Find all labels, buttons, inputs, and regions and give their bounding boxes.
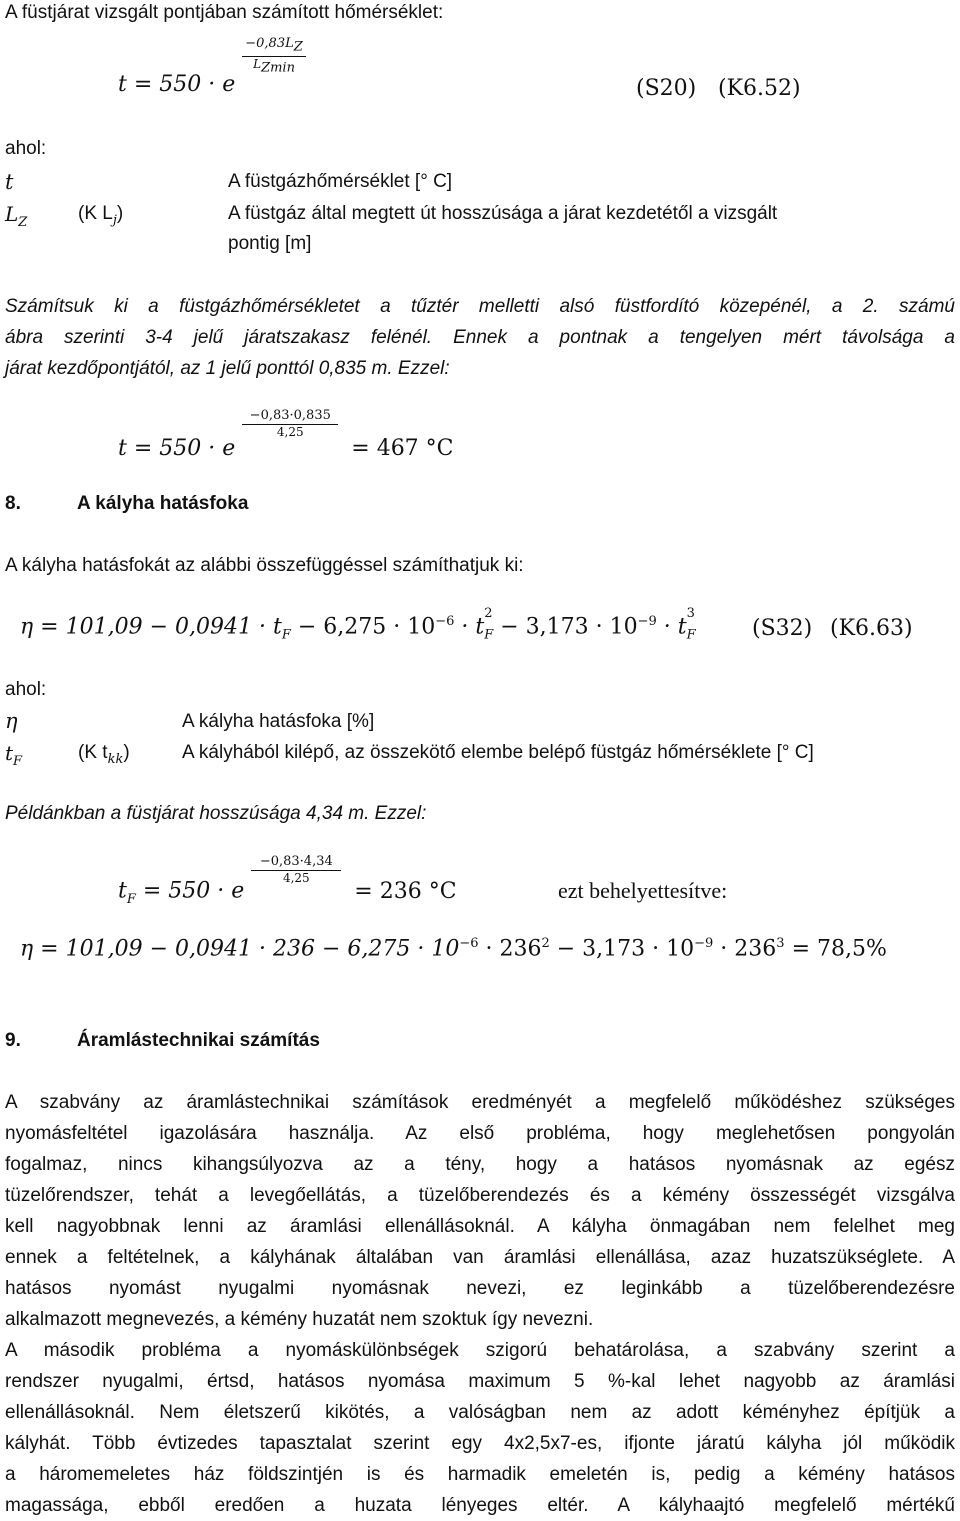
- eq4-rhs: = 236 °C: [354, 878, 457, 904]
- def1-symbol-t: t: [5, 170, 14, 194]
- example1-paragraph: Számítsuk ki a füstgázhőmérsékletet a tűztér melletti alsó füstfordító közepénél, a 2. számú ábra szerinti 3-4 jelű járatszakasz felénél. Ennek a pontnak a tengelyen mért távolsága a járat kezdőpontjától, az 1 jelű ponttól 0,835 m. Ezzel:: [5, 296, 955, 379]
- eq2-rhs: = 467 °C: [351, 436, 454, 461]
- eq1-exponent: [242, 36, 306, 75]
- section-8-title: A kályha hatásfoka: [77, 493, 249, 514]
- eq1-tag-k652: (K6.52): [718, 76, 801, 101]
- eq4-note: ezt behelyettesítve:: [558, 878, 728, 903]
- def1-alt-lj: (K $L_j$): [78, 203, 124, 228]
- where-label-1: ahol:: [5, 138, 47, 159]
- eq3-tag-s32: (S32): [752, 616, 813, 641]
- para9-line-1: A szabvány az áramlástechnikai számítások eredményét a megfelelő működéshez szükséges: [5, 1092, 955, 1113]
- eq4-den: 4,25: [282, 871, 310, 885]
- eq4-num: −0,83·4,34: [251, 854, 341, 871]
- eq1-den-sub: Zmin: [261, 59, 295, 75]
- equation-s32: $\eta = 101,09 - 0,0941 \cdot t_F - 6,275 \cdot 10^{-6} \cdot t$ 2 $_F - 3,173 \cdot 10^{-9} \cdot t$ 3 $_F$: [20, 606, 696, 643]
- para9-line-5: kell nagyobbnak lenni az áramlási ellenállásoknál. A kályha önmagában nem felelhet meg: [5, 1216, 955, 1237]
- equation-eta-result: $\eta = 101,09 - 0,0941 \cdot 236 - 6,275 \cdot 10^{-6} \cdot 236^2 - 3,173 \cdot 10^{-9} \cdot 236^3 = 78,5\%$: [20, 936, 887, 962]
- para9-line-8: alkalmazott megnevezés, a kémény huzatát nem szoktuk így nevezni.: [5, 1309, 594, 1330]
- para9-line-3: fogalmaz, nincs kihangsúlyozva az a tény, hogy a hatásos nyomásnak az egész: [5, 1154, 955, 1175]
- para9-line-14: magassága, ebből eredően a huzata lényeges eltér. A kályhaajtó megfelelő mértékű: [5, 1495, 955, 1516]
- def1-desc-t: A füstgázhőmérséklet [° C]: [228, 171, 453, 192]
- para9-line-6: ennek a feltételnek, a kályhának általában van áramlási ellenállása, azaz huzatszükséglete. A: [5, 1247, 955, 1268]
- equation-t-467: t = 550 · e $\frac{-0,83\cdot 0,835}{4,25}$ = 467 °C: [118, 408, 454, 461]
- eq1-tag-s20: (S20): [636, 76, 697, 101]
- para9-line-13: a háromemeletes ház földszintjén is és harmadik emeletén is, pedig a kémény hatásos: [5, 1464, 955, 1485]
- equation-tf-236: $t_F = 550 \cdot e$ $\frac{-0,83\cdot 4,34}{4,25}$ = 236 °C: [118, 854, 457, 907]
- eq3-tag-k663: (K6.63): [830, 616, 913, 641]
- para9-line-11: ellenállásoknál. Nem életszerű kikötés, a valóságban nem az adott kéményhez építjük a: [5, 1402, 955, 1423]
- eq1-lhs: t = 550 · e: [118, 71, 236, 97]
- para9-line-2: nyomásfeltétel igazolására használja. Az első probléma, hogy meglehetősen pongyolán: [5, 1123, 955, 1144]
- para9-line-4: tüzelőrendszer, tehát a levegőellátás, a tüzelőberendezés és a kémény összességét vizsgálva: [5, 1185, 955, 1206]
- def2-symbol-tf: $t_F$: [5, 741, 23, 769]
- eq1-num-sub: Z: [293, 39, 303, 55]
- intro-text: A füstjárat vizsgált pontjában számított hőmérséklet:: [5, 2, 444, 23]
- def1-desc-lz-2: pontig [m]: [228, 233, 312, 254]
- section-9-number: 9.: [5, 1030, 21, 1051]
- para9-line-7: hatásos nyomást nyugalmi nyomásnak nevezi, ez leginkább a tüzelőberendezésre: [5, 1278, 955, 1299]
- eq1-num: −0,83L: [245, 36, 294, 51]
- where-label-2: ahol:: [5, 679, 47, 700]
- example2-text: Példánkban a füstjárat hosszúsága 4,34 m. Ezzel:: [5, 803, 427, 824]
- para9-line-12: kályhát. Több évtizedes tapasztalat szerint egy 4x2,5x7-es, ifjonte járatú kályha jól működik: [5, 1433, 955, 1454]
- eq2-num: −0,83·0,835: [242, 408, 338, 425]
- def2-desc-eta: A kályha hatásfoka [%]: [182, 711, 375, 732]
- section-8-number: 8.: [5, 493, 21, 514]
- para9-line-10: rendszer nyugalmi, értsd, hatásos nyomása maximum 5 %-kal lehet nagyobb az áramlási: [5, 1371, 955, 1392]
- section-8-intro: A kályha hatásfokát az alábbi összefüggéssel számíthatjuk ki:: [5, 555, 524, 576]
- para9-line-9: A második probléma a nyomáskülönbségek szigorú behatárolása, a szabvány szerint a: [5, 1340, 955, 1361]
- eq1-den: L: [253, 56, 262, 71]
- def2-desc-tf: A kályhából kilépő, az összekötő elembe belépő füstgáz hőmérséklete [° C]: [182, 742, 814, 763]
- def1-desc-lz-1: A füstgáz által megtett út hosszúsága a járat kezdetétől a vizsgált: [228, 203, 778, 224]
- section-9-title: Áramlástechnikai számítás: [77, 1030, 320, 1051]
- equation-s20: [118, 36, 306, 97]
- eq2-den: 4,25: [276, 425, 304, 439]
- def1-symbol-lz: $L_Z$: [5, 202, 28, 230]
- section-9-paragraph: [5, 1087, 955, 1521]
- def2-symbol-eta: η: [5, 709, 18, 733]
- def2-alt-tkk: (K $t_{kk}$): [78, 742, 130, 767]
